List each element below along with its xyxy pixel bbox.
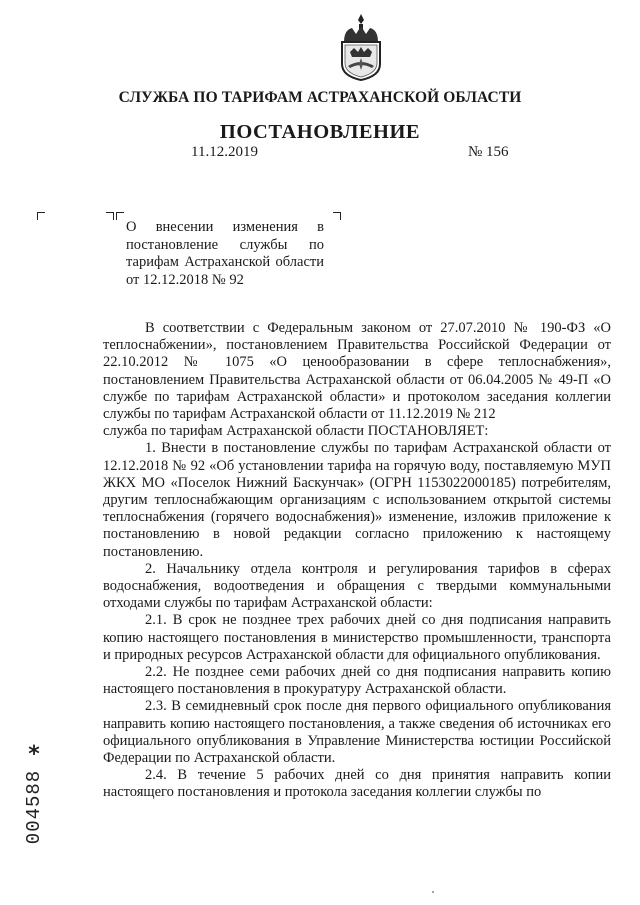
- clause-2-2: 2.2. Не позднее семи рабочих дней со дня подписания направить копию настоящего постановления в прокуратуру Астраханской области.: [103, 664, 611, 698]
- clause-2: 2. Начальнику отдела контроля и регулирования тарифов в сферах водоснабжения, водоотведения и обращения с твердыми коммунальными отходами службы по тарифам Астраханской области:: [103, 560, 611, 612]
- clause-2-1: 2.1. В срок не позднее трех рабочих дней со дня подписания направить копию настоящего постановления в министерство промышленности, транспорта и природных ресурсов Астраханской области для официального опубликования.: [103, 612, 611, 663]
- corner-mark: [116, 212, 124, 220]
- corner-mark: [37, 212, 45, 220]
- clause-2-3: 2.3. В семидневный срок после дня первого официального опубликования направить копию настоящего постановления, а также сведения об источниках его официального опубликования в Управление Министерства юстиции Российской Федерации по Астраханской области.: [103, 698, 611, 767]
- document-date: 11.12.2019: [191, 144, 258, 160]
- coat-of-arms-icon: [336, 12, 386, 82]
- document-number: № 156: [468, 144, 509, 160]
- margin-serial-number: [22, 742, 46, 872]
- margin-star-mark: *: [28, 742, 40, 767]
- corner-mark: [333, 212, 341, 220]
- resolution-line: служба по тарифам Астраханской области ПОСТАНОВЛЯЕТ:: [103, 423, 489, 440]
- clause-2-4: 2.4. В течение 5 рабочих дней со дня принятия направить копии настоящего постановления и протокола заседания коллегии службы по: [103, 767, 611, 801]
- document-subject: О внесении изменения в постановление службы по тарифам Астраханской области от 12.12.2018 № 92: [126, 219, 324, 288]
- clause-1: 1. Внести в постановление службы по тарифам Астраханской области от 12.12.2018 № 92 «Об установлении тарифа на горячую воду, поставляемую МУП ЖКХ МО «Поселок Нижний Баскунчак» (ОГРН 1153022000185) потребителям, другим теплоснабжающим организациям с использованием открытой системы теплоснабжения (горячего водоснабжения)» изменение, изложив приложение к постановлению в новой редакции согласно приложению к настоящему постановлению.: [103, 440, 611, 560]
- document-type: ПОСТАНОВЛЕНИЕ: [219, 121, 421, 143]
- serial-number-text: 004588: [23, 769, 46, 845]
- scan-speck: [432, 891, 434, 893]
- corner-mark: [106, 212, 114, 220]
- agency-name: СЛУЖБА ПО ТАРИФАМ АСТРАХАНСКОЙ ОБЛАСТИ: [118, 89, 522, 106]
- preamble: В соответствии с Федеральным законом от 27.07.2010 № 190-ФЗ «О теплоснабжении», постановлением Правительства Российской Федерации от 22.10.2012 № 1075 «О ценообразовании в сфере теплоснабжения», постановлением Правительства Астраханской области от 06.04.2005 № 49-П «О службе по тарифам Астраханской области» и протоколом заседания коллегии службы по тарифам Астраханской области от 11.12.2019 № 212: [103, 320, 611, 423]
- document-body: [103, 320, 611, 802]
